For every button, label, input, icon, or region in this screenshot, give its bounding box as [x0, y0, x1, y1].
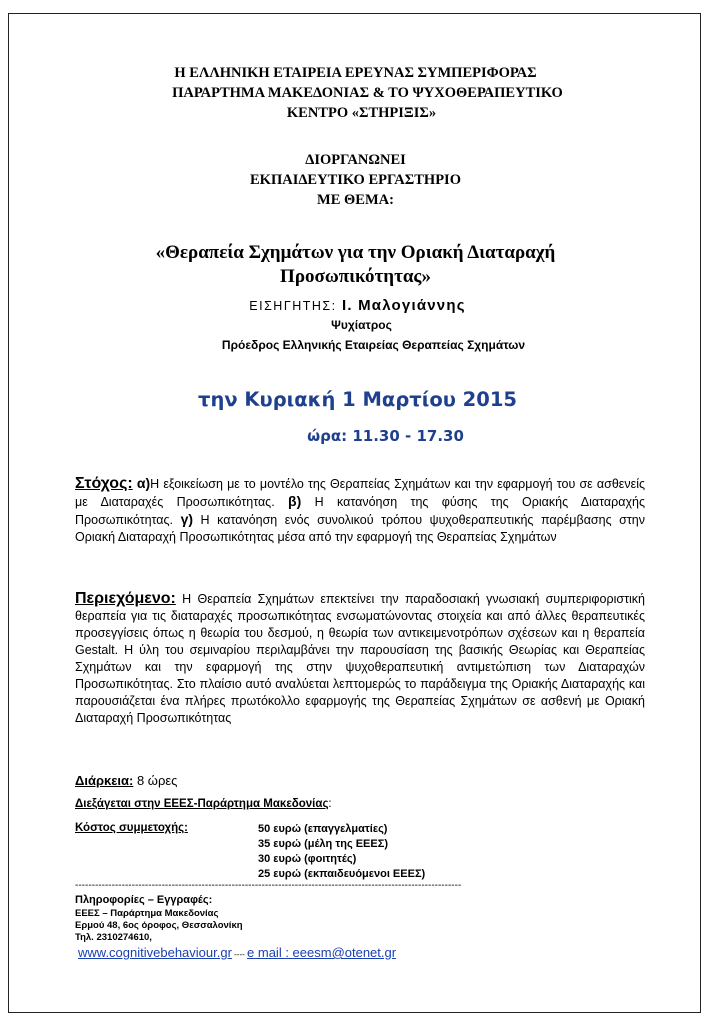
- goal-c-text: Η κατανόηση ενός συνολικού τρόπου ψυχοθεραπευτικής παρέμβασης στην Οριακή Διαταραχή Προσωπικότητας μέσα από την εφαρμογή της Θεραπείας Σχημάτων: [75, 513, 645, 544]
- cost-list: [258, 822, 425, 882]
- venue-text: Διεξάγεται στην ΕΕΕΣ-Παράρτημα Μακεδονίας: [75, 798, 329, 810]
- speaker-label: ΕΙΣΗΓΗΤΗΣ:: [249, 299, 337, 313]
- speaker-line: [2, 297, 711, 314]
- goal-c-label: γ): [180, 511, 194, 527]
- goal-heading: Στόχος:: [75, 475, 133, 492]
- contact-line-2: Ερμού 48, 6ος όροφος, Θεσσαλονίκη: [75, 920, 243, 931]
- topic-title-line-2: Προσωπικότητας»: [280, 266, 431, 287]
- topic-title-line-1: «Θεραπεία Σχημάτων για την Οριακή Διαταραχή: [155, 242, 556, 263]
- venue-line: [75, 798, 332, 810]
- content-heading: Περιεχόμενο:: [75, 590, 176, 607]
- goal-paragraph: [75, 475, 645, 546]
- cost-label: Κόστος συμμετοχής:: [75, 822, 188, 834]
- cost-trainees: 25 ευρώ (εκπαιδευόμενοι ΕΕΕΣ): [258, 868, 426, 880]
- duration-line: [75, 773, 177, 788]
- cost-members: 35 ευρώ (μέλη της ΕΕΕΣ): [258, 838, 388, 850]
- organizer-line-2: ΠΑΡΑΡΤΗΜΑ ΜΑΚΕΔΟΝΙΑΣ & ΤΟ ΨΥΧΟΘΕΡΑΠΕΥΤΙΚΟ: [172, 85, 563, 101]
- website-link[interactable]: www.cognitivebehaviour.gr: [78, 945, 232, 960]
- goal-b-label: β): [288, 493, 302, 509]
- duration-label: Διάρκεια:: [75, 773, 134, 788]
- venue-colon: :: [328, 798, 332, 810]
- contact-heading: Πληροφορίες – Εγγραφές:: [75, 894, 213, 906]
- goal-a-text: Η εξοικείωση με το μοντέλο της Θεραπείας Σχημάτων και την εφαρμογή του σε ασθενείς με Διαταραχές Προσωπικότητας.: [75, 477, 645, 509]
- speaker-name: Ι. Μαλογιάννης: [341, 297, 466, 314]
- contact-links: [78, 944, 396, 962]
- cost-professionals: 50 ευρώ (επαγγελματίες): [258, 823, 388, 835]
- email-link[interactable]: e mail : eeesm@otenet.gr: [247, 945, 397, 960]
- duration-value: 8 ώρες: [133, 773, 178, 788]
- event-date: την Κυριακή 1 Μαρτίου 2015: [198, 388, 517, 411]
- workshop-line: ΕΚΠΑΙΔΕΥΤΙΚΟ ΕΡΓΑΣΤΗΡΙΟ: [250, 172, 461, 188]
- speaker-role: Ψυχίατρος: [331, 318, 392, 332]
- event-time: ώρα: 11.30 - 17.30: [307, 427, 464, 445]
- content-text: Η Θεραπεία Σχημάτων επεκτείνει την παραδοσιακή γνωσιακή συμπεριφοριστική θεραπεία για τις διαταραχές προσωπικότητας ενσωματώνοντας στοιχεία και από άλλες θεραπευτικές προσεγγίσεις όπως η θεωρία του δεσμού, η θεωρία των αντικειμενοτρόπων σχέσεων και η θεραπεία Gestalt. Η ύλη του σεμιναρίου περιλαμβάνει την παρουσίαση της βασικής Θεωρίας και Θεραπείας Σχημάτων και την εφαρμογή της στην ψυχοθεραπευτική αντιμετώπιση των Διαταραχών Προσωπικότητας. Στο πλαίσιο αυτό αναλύεται λεπτομερώς το παράδειγμα της Οριακής Διαταραχής και παρουσιάζεται ένα πλήρες πρωτόκολλο εφαρμογής της Θεραπείας Σχημάτων σε ασθενή με Οριακή Διαταραχή Προσωπικότητας: [75, 592, 645, 725]
- goal-a-label: α): [136, 475, 151, 491]
- goal-b-text: Η κατανόηση της φύσης της Οριακής Διαταραχής Προσωπικότητας.: [75, 495, 645, 527]
- subject-label: ΜΕ ΘΕΜΑ:: [317, 192, 394, 208]
- contact-line-3: Τηλ. 2310274610,: [75, 932, 152, 943]
- speaker-title: Πρόεδρος Ελληνικής Εταιρείας Θεραπείας Σχημάτων: [221, 338, 526, 352]
- organizer-line-3: ΚΕΝΤΡΟ «ΣΤΗΡΙΞΙΣ»: [286, 105, 437, 121]
- organizes-line: ΔΙΟΡΓΑΝΩΝΕΙ: [305, 152, 406, 168]
- organizer-line-1: Η ΕΛΛΗΝΙΚΗ ΕΤΑΙΡΕΙΑ ΕΡΕΥΝΑΣ ΣΥΜΠΕΡΙΦΟΡΑΣ: [174, 65, 537, 81]
- content-paragraph: [75, 590, 645, 727]
- cost-students: 30 ευρώ (φοιτητές): [258, 853, 357, 865]
- link-separator: ----: [231, 950, 248, 959]
- separator-line: --------------------------------------------------------------------------------------------------------------------: [75, 880, 462, 891]
- contact-line-1: ΕΕΕΣ – Παράρτημα Μακεδονίας: [75, 908, 219, 919]
